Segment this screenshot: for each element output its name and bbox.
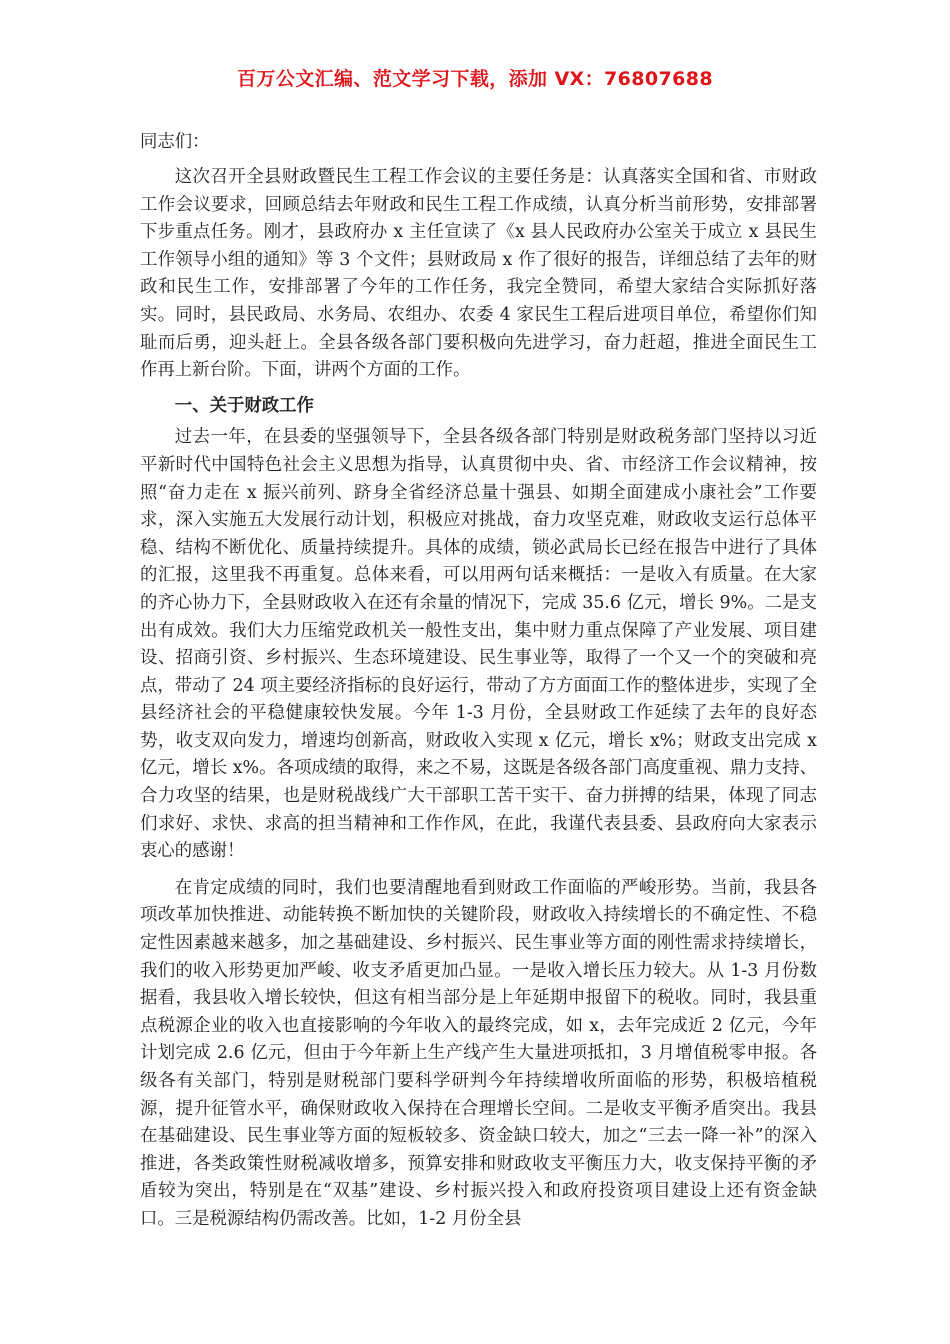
paragraph-intro: 这次召开全县财政暨民生工程工作会议的主要任务是：认真落实全国和省、市财政工作会议要求，回顾总结去年财政和民生工程工作成绩，认真分析当前形势，安排部署下步重点任务。刚才，县政府办 x 主任宣读了《x 县人民政府办公室关于成立 x 县民生工作领导小组的通知》等 3 个文件；县财政局 x 作了很好的报告，详细总结了去年的财政和民生工作，安排部署了今年的工作任务，我完全赞同，希望大家结合实际抓好落实。同时，县民政局、水务局、农组办、农委 4 家民生工程后进项目单位，希望你们知耻而后勇，迎头赶上。全县各级各部门要积极向先进学习，奋力赶超，推进全面民生工作再上新台阶。下面，讲两个方面的工作。 [140,167,817,381]
document-body [140,164,817,1234]
paragraph-achievements: 过去一年，在县委的坚强领导下，全县各级各部门特别是财政税务部门坚持以习近平新时代中国特色社会主义思想为指导，认真贯彻中央、省、市经济工作会议精神，按照“奋力走在 x 振兴前列、跻身全省经济总量十强县、如期全面建成小康社会”工作要求，深入实施五大发展行动计划，积极应对挑战，奋力攻坚克难，财政收支运行总体平稳、结构不断优化、质量持续提升。具体的成绩，锁必武局长已经在报告中进行了具体的汇报，这里我不再重复。总体来看，可以用两句话来概括：一是收入有质量。在大家的齐心协力下，全县财政收入在还有余量的情况下，完成 35.6 亿元，增长 9%。二是支出有成效。我们大力压缩党政机关一般性支出，集中财力重点保障了产业发展、项目建设、招商引资、乡村振兴、生态环境建设、民生事业等，取得了一个又一个的突破和亮点，带动了 24 项主要经济指标的良好运行，带动了方方面面工作的整体进步，实现了全县经济社会的平稳健康较快发展。今年 1-3 月份，全县财政工作延续了去年的良好态势，收支双向发力，增速均创新高，财政收入实现 x 亿元，增长 x%；财政支出完成 x 亿元，增长 x%。各项成绩的取得，来之不易，这既是各级各部门高度重视、鼎力支持、合力攻坚的结果，也是财税战线广大干部职工苦干实干、奋力拼搏的结果，体现了同志们求好、求快、求高的担当精神和工作作风，在此，我谨代表县委、县政府向大家表示衷心的感谢！ [140,427,817,862]
paragraph-challenges: 在肯定成绩的同时，我们也要清醒地看到财政工作面临的严峻形势。当前，我县各项改革加快推进、动能转换不断加快的关键阶段，财政收入持续增长的不确定性、不稳定性因素越来越多，加之基础建设、乡村振兴、民生事业等方面的刚性需求持续增长，我们的收入形势更加严峻、收支矛盾更加凸显。一是收入增长压力较大。从 1-3 月份数据看，我县收入增长较快，但这有相当部分是上年延期申报留下的税收。同时，我县重点税源企业的收入也直接影响的今年收入的最终完成，如 x，去年完成近 2 亿元，今年计划完成 2.6 亿元，但由于今年新上生产线产生大量进项抵扣，3 月增值税零申报。各级各有关部门，特别是财税部门要科学研判今年持续增收所面临的形势，积极培植税源，提升征管水平，确保财政收入保持在合理增长空间。二是收支平衡矛盾突出。我县在基础建设、民生事业等方面的短板较多、资金缺口较大，加之“三去一降一补”的深入推进，各类政策性财税减收增多，预算安排和财政收支平衡压力大，收支保持平衡的矛盾较为突出，特别是在“双基”建设、乡村振兴投入和政府投资项目建设上还有资金缺口。三是税源结构仍需改善。比如，1-2 月份全县 [140,877,817,1229]
salutation: 同志们： [140,132,210,152]
section-heading-finance: 一、关于财政工作 [174,395,314,416]
header-banner: 百万公文汇编、范文学习下载，添加 VX：76807688 [237,68,713,90]
